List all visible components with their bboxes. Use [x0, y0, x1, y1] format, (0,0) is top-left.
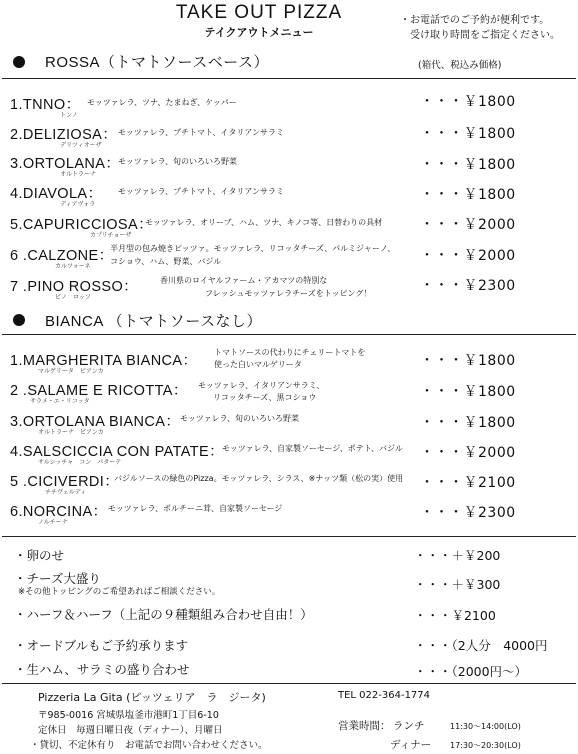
item-name: 2.DELIZIOSA： [10, 127, 118, 143]
option-price: ・・・（2000円〜） [414, 664, 528, 679]
section-bullet-icon [13, 56, 25, 68]
item-price: ・・・￥1800 [420, 94, 516, 110]
lunch-hours: 11:30〜14:00(LO) [450, 722, 521, 731]
item-ruby: デリツィオーザ [60, 142, 102, 149]
option-price: ・・・（2人分 4000円 [414, 638, 548, 653]
item-ruby: オルトラーナ [60, 171, 97, 178]
divider [2, 536, 576, 537]
reservation-note-2: 受け取り時間をご指定ください。 [410, 30, 560, 41]
option-label: ・卵のせ [14, 548, 65, 563]
item-name: 1.MARGHERITA BIANCA： [10, 353, 198, 369]
item-description: 香川県のロイヤルファーム・アカマツの特別な [160, 276, 328, 285]
divider [2, 683, 576, 684]
item-description: 使った白いマルゲリータ [214, 360, 302, 369]
item-price: ・・・￥2000 [420, 248, 516, 264]
shop-name: Pizzeria La Gita (ピッツェリア ラ ジータ) [38, 691, 266, 704]
hours-label: 営業時間： [338, 720, 391, 732]
reservation-note-1: ・お電話でのご予約が便利です。 [400, 15, 550, 26]
item-price: ・・・￥1800 [420, 415, 516, 431]
option-price: ・・・＋￥300 [414, 577, 501, 592]
item-ruby: ディアヴォラ [60, 201, 96, 208]
page-title: TAKE OUT PIZZA [175, 2, 343, 23]
item-name: 1.TNNO： [10, 97, 81, 113]
option-note: ※その他トッピングのご希望あればご相談ください。 [18, 587, 221, 597]
item-price: ・・・￥2000 [420, 217, 516, 233]
item-price: ・・・￥2100 [420, 475, 516, 491]
item-description: モッツァレラ、旬のいろいろ野菜 [180, 414, 300, 423]
item-price: ・・・￥1800 [420, 126, 516, 142]
item-ruby: オルトラーナ ビアンカ [38, 429, 104, 436]
item-name: 6 .CALZONE： [10, 248, 114, 264]
item-ruby: チチヴェルディ [45, 489, 87, 496]
item-price: ・・・￥1800 [420, 157, 516, 173]
item-name: 2 .SALAME E RICOTTA： [10, 383, 188, 399]
item-description: モッツァレラ、プチトマト、イタリアンサラミ [118, 128, 284, 137]
item-description: モッツァレラ、プチトマト、イタリアンサラミ [118, 187, 284, 196]
item-price: ・・・￥1800 [420, 353, 516, 369]
item-name: 4.DIAVOLA： [10, 186, 103, 202]
item-price: ・・・￥1800 [420, 384, 516, 400]
item-description: モッツァレラ、イタリアンサラミ、 [198, 381, 325, 390]
item-price: ・・・￥2000 [420, 445, 516, 461]
item-description: モッツァレラ、オリーブ、ハム、ツナ、キノコ等、日替わりの具材 [145, 218, 383, 227]
divider [2, 78, 576, 79]
dinner-hours: 17:30〜20:30(LO) [450, 741, 521, 750]
item-name: 3.ORTOLANA BIANCA： [10, 414, 181, 430]
item-price: ・・・￥2300 [420, 505, 516, 521]
dinner-label: ディナー [390, 739, 432, 751]
lunch-label: ランチ [393, 720, 425, 732]
section-title-rossa: ROSSA（トマトソースベース） [45, 54, 270, 71]
item-description: モッツァレラ、ツナ、たまねぎ、ケッパー [87, 98, 237, 107]
item-ruby: トンノ [60, 112, 78, 119]
shop-address: 〒985-0016 宮城県塩釜市港町1丁目6-10 [38, 710, 219, 721]
option-price: ・・・￥2100 [414, 608, 496, 623]
page-subtitle: テイクアウトメニュー [204, 26, 314, 39]
item-description: フレッシュモッツァレラチーズをトッピング！ [205, 289, 372, 298]
item-ruby: サラメ・エ・リコッタ [30, 398, 90, 405]
option-label: ・ハーフ＆ハーフ（上記の９種類組み合わせ自由！） [14, 607, 313, 622]
item-ruby: ピノ ロッソ [55, 294, 91, 301]
option-price: ・・・＋￥200 [414, 548, 501, 563]
item-description: バジルソースの緑色のPizza。モッツァレラ、シラス、※ナッツ類（松の実）使用 [114, 474, 404, 483]
option-label: ・生ハム、サラミの盛り合わせ [14, 662, 190, 677]
item-ruby: カプリチョーザ [90, 232, 132, 239]
item-ruby: マルゲリータ ビアンカ [38, 368, 104, 375]
item-name: 4.SALSCICCIA CON PATATE： [10, 444, 224, 460]
item-ruby: カルツォーネ [55, 263, 91, 270]
item-description: 半月型の包み焼きピッツァ。モッツァレラ、リコッタチーズ、パルミジャーノ、 [110, 244, 396, 253]
item-description: トマトソースの代わりにチェリートマトを [214, 348, 366, 357]
section-bullet-icon [13, 314, 25, 326]
item-name: 6.NORCINA： [10, 504, 108, 520]
item-description: コショウ、ハム、野菜、バジル [110, 257, 222, 266]
item-description: リコッタチーズ、黒コショウ [213, 393, 317, 402]
divider [2, 334, 576, 335]
item-description: モッツァレラ、ポルチーニ茸、自家製ソーセージ [108, 504, 283, 513]
option-label: ・チーズ大盛り [14, 571, 101, 586]
charter-notice: ・貸切、不定休有り お電話でお問い合わせください。 [30, 740, 268, 751]
price-note: (箱代、税込み価格) [418, 60, 502, 71]
option-label: ・オードブルもご予約承ります [14, 638, 189, 653]
item-name: 3.ORTOLANA： [10, 156, 121, 172]
item-description: モッツァレラ、旬のいろいろ野菜 [118, 157, 238, 166]
item-name: 5.CAPURICCIOSA： [10, 217, 153, 233]
item-price: ・・・￥1800 [420, 187, 516, 203]
shop-phone: TEL 022-364-1774 [338, 690, 431, 701]
section-title-bianca: BIANCA （トマトソースなし） [45, 313, 262, 330]
item-name: 7 .PINO ROSSO： [10, 279, 139, 295]
item-ruby: サルシッチャ コン パターテ [38, 459, 122, 466]
item-description: モッツァレラ、自家製ソーセージ、ポテト、バジル [222, 444, 403, 453]
item-price: ・・・￥2300 [420, 278, 516, 294]
item-ruby: ノルチーナ [38, 519, 68, 526]
closed-days: 定休日 毎週日曜日夜（ディナー）、月曜日 [38, 725, 223, 736]
item-name: 5 .CICIVERDI： [10, 474, 120, 490]
